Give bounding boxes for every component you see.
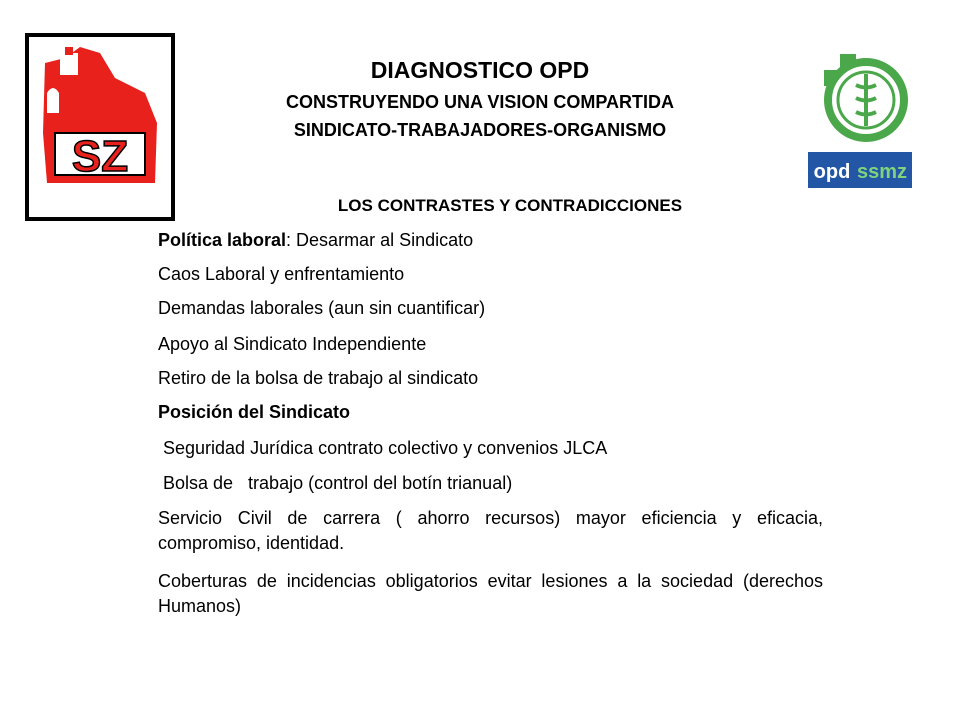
list-item: Servicio Civil de carrera ( ahorro recursos) mayor eficiencia y eficacia, compromiso, identidad. — [158, 508, 823, 553]
list-item: Demandas laborales (aun sin cuantificar) — [158, 298, 486, 318]
logo-right-caption-left: opd — [813, 161, 851, 183]
list-item — [158, 228, 473, 253]
list-item: Bolsa de trabajo (control del botín trianual) — [158, 473, 513, 493]
list-item: Apoyo al Sindicato Independiente — [158, 334, 427, 354]
page-subtitle-1: CONSTRUYENDO UNA VISION COMPARTIDA — [285, 92, 674, 112]
list-item: Retiro de la bolsa de trabajo al sindicato — [158, 368, 479, 388]
section-heading: LOS CONTRASTES Y CONTRADICCIONES — [337, 196, 683, 215]
list-item-text: : Desarmar al Sindicato — [286, 230, 474, 250]
list-item: Coberturas de incidencias obligatorios evitar lesiones a la sociedad (derechos Humanos) — [158, 571, 823, 616]
sz-opd-logo — [25, 33, 175, 221]
list-item: Seguridad Jurídica contrato colectivo y convenios JLCA — [158, 438, 608, 458]
opd-ssmz-logo — [806, 40, 914, 190]
logo-right-caption-right: ssmz — [856, 161, 908, 183]
list-item-bold-label: Política laboral — [158, 230, 287, 250]
logo-left-letters: SZ — [71, 132, 129, 181]
list-heading: Posición del Sindicato — [158, 402, 351, 422]
list-item: Caos Laboral y enfrentamiento — [158, 264, 405, 284]
page-title: DIAGNOSTICO OPD — [370, 57, 590, 83]
page-subtitle-2: SINDICATO-TRABAJADORES-ORGANISMO — [293, 120, 667, 140]
logo-left-caption: O.P.D. — [79, 190, 121, 206]
